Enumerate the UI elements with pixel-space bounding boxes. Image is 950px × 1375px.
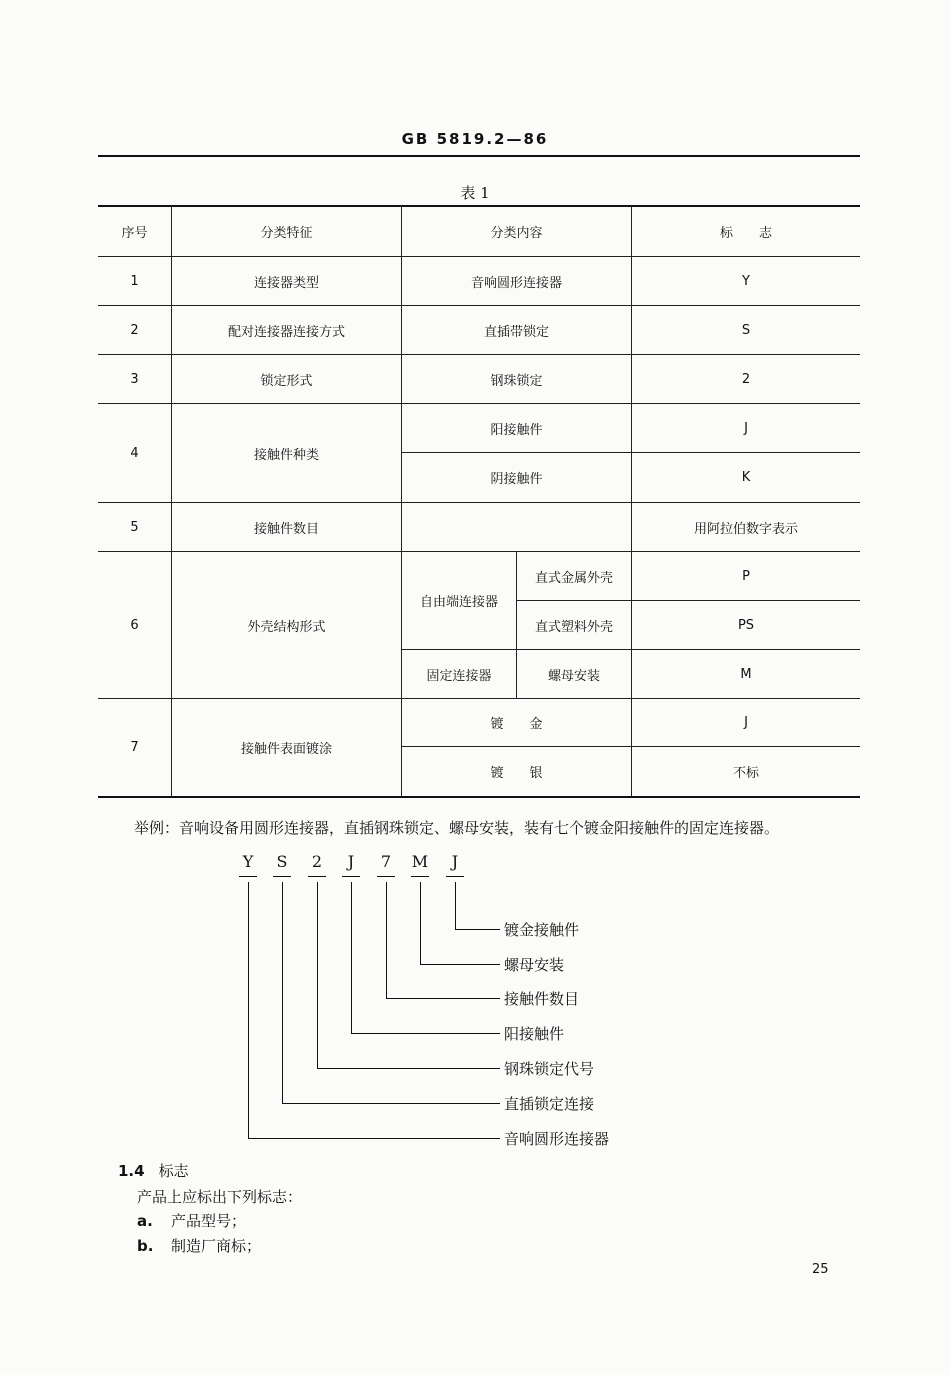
leader-line <box>248 1138 500 1139</box>
header-cell-feature: 分类特征 <box>260 225 313 241</box>
row-mark: J <box>744 715 748 730</box>
leader-line <box>282 1103 500 1104</box>
row-mark: J <box>744 420 748 436</box>
row-mark: Y <box>742 273 750 289</box>
code-letter: M <box>411 852 429 871</box>
leader-line <box>248 882 249 1138</box>
section-heading <box>118 1160 189 1181</box>
header-cell-no: 序号 <box>121 225 148 241</box>
code-label: 接触件数目 <box>504 990 580 1008</box>
row-number: 4 <box>130 445 139 461</box>
row-subcontent: 直式金属外壳 <box>534 570 613 586</box>
example-text: 举例：音响设备用圆形连接器，直插钢珠锁定、螺母安装，装有七个镀金阳接触件的固定连接器。 <box>134 819 780 837</box>
section-title: 标志 <box>158 1162 189 1180</box>
list-letter: a. <box>137 1212 153 1230</box>
row-number: 1 <box>130 273 139 289</box>
row-subcontent: 螺母安装 <box>547 668 600 684</box>
section-intro: 产品上应标出下列标志： <box>137 1188 303 1206</box>
row-feature: 外壳结构形式 <box>247 619 326 635</box>
code-letter: 7 <box>380 852 392 871</box>
code-label: 螺母安装 <box>504 956 565 974</box>
code-letter: 2 <box>311 852 323 871</box>
code-label: 钢珠锁定代号 <box>504 1060 595 1078</box>
row-content <box>402 503 631 551</box>
section-number: 1.4 <box>118 1162 145 1180</box>
row-number: 2 <box>130 322 139 338</box>
code-underline <box>342 876 360 877</box>
row-content: 镀 银 <box>490 766 543 781</box>
row-feature: 配对连接器连接方式 <box>227 324 345 340</box>
leader-line <box>282 882 283 1103</box>
code-underline <box>411 876 429 877</box>
header-rule <box>98 155 860 157</box>
code-underline <box>377 876 395 877</box>
leader-line <box>317 882 318 1068</box>
row-number: 5 <box>130 519 139 535</box>
row-group: 自由端连接器 <box>419 595 498 610</box>
code-label: 镀金接触件 <box>504 921 580 939</box>
leader-line <box>455 929 500 930</box>
table-bottom-rule <box>98 796 860 798</box>
row-content: 直插带锁定 <box>483 324 549 340</box>
row-content: 音响圆形连接器 <box>470 275 562 291</box>
code-label: 直插锁定连接 <box>504 1095 595 1113</box>
row-feature: 接触件种类 <box>253 447 319 463</box>
row-feature: 接触件数目 <box>253 521 319 537</box>
row-mark: 不标 <box>732 766 759 781</box>
row-content: 钢珠锁定 <box>490 373 543 389</box>
code-underline <box>273 876 291 877</box>
leader-line <box>420 882 421 964</box>
code-letter: J <box>451 852 459 871</box>
row-feature: 连接器类型 <box>253 275 319 291</box>
leader-line <box>317 1068 500 1069</box>
list-letter: b. <box>137 1237 154 1255</box>
row-content: 阴接触件 <box>490 472 543 487</box>
leader-line <box>351 1033 500 1034</box>
page-number: 25 <box>812 1262 829 1277</box>
row-mark: K <box>741 470 751 485</box>
row-number: 6 <box>130 617 139 633</box>
row-content: 镀 金 <box>490 717 543 732</box>
row-group: 固定连接器 <box>426 668 492 684</box>
row-mark: 2 <box>741 371 751 387</box>
row-subcontent: 直式塑料外壳 <box>534 619 613 635</box>
code-letter: Y <box>242 852 254 871</box>
row-feature: 接触件表面镀涂 <box>240 742 332 757</box>
code-underline <box>446 876 464 877</box>
code-underline <box>308 876 326 877</box>
leader-line <box>386 882 387 998</box>
list-item <box>137 1235 261 1256</box>
row-content: 阳接触件 <box>490 422 543 438</box>
row-mark: PS <box>737 617 755 633</box>
code-letter: J <box>347 852 355 871</box>
table-caption: 表 1 <box>460 184 490 202</box>
list-text: 制造厂商标； <box>171 1237 262 1255</box>
row-feature: 锁定形式 <box>260 373 313 389</box>
leader-line <box>351 882 352 1033</box>
row-mark: S <box>741 322 751 338</box>
row-mark: P <box>742 568 750 584</box>
leader-line <box>386 998 500 999</box>
leader-line <box>455 882 456 929</box>
code-underline <box>239 876 257 877</box>
code-label: 阳接触件 <box>504 1025 565 1043</box>
row-number: 7 <box>130 740 139 755</box>
header-cell-mark: 标 志 <box>719 225 772 241</box>
code-letter: S <box>276 852 288 871</box>
list-text: 产品型号； <box>171 1212 247 1230</box>
code-label: 音响圆形连接器 <box>504 1130 610 1148</box>
standard-number: GB 5819.2—86 <box>401 130 549 148</box>
row-number: 3 <box>130 371 139 387</box>
leader-line <box>420 964 500 965</box>
list-item <box>137 1210 246 1231</box>
row-mark: 用阿拉伯数字表示 <box>693 521 798 537</box>
row-mark: M <box>740 666 752 682</box>
header-cell-content: 分类内容 <box>490 225 543 241</box>
